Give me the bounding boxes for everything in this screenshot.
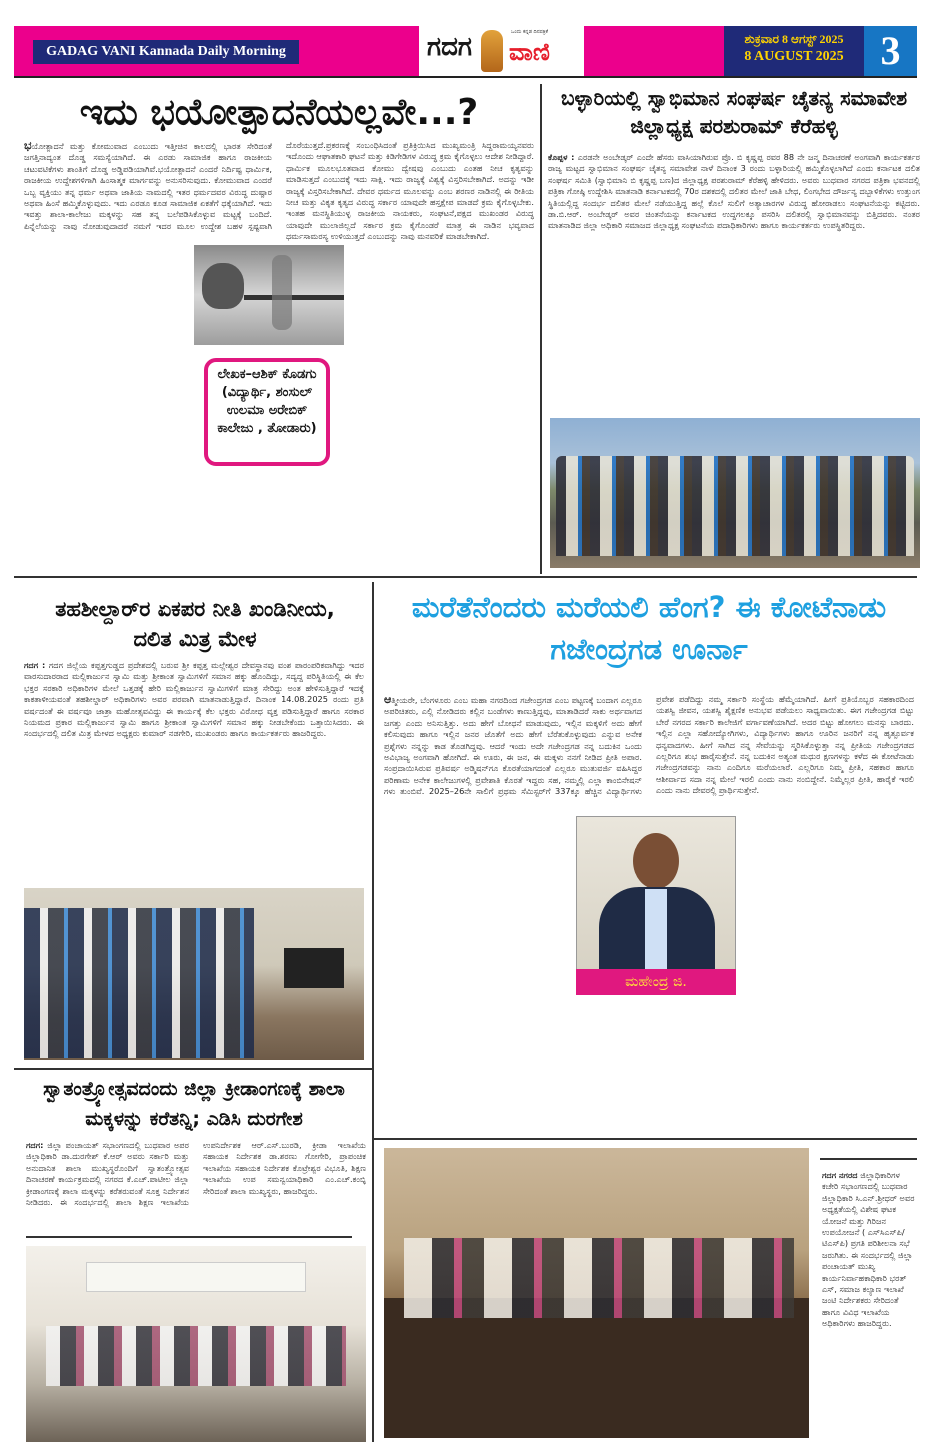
headline-ballari: ಬಳ್ಳಾರಿಯಲ್ಲಿ ಸ್ವಾಭಿಮಾನ ಸಂಘರ್ಷ ಚೈತನ್ಯ ಸಮಾವೇಶ ಜಿಲ್ಲಾಧ್ಯಕ್ಷ ಪರಶುರಾಮ್ ಕೆರೆಹಳ್ಳಿ: [560, 86, 908, 138]
logo-text-vani: ವಾಣಿ: [509, 38, 550, 66]
article-body-ballari: [548, 152, 920, 414]
photo-caption: ಮಹೇಂದ್ರ ಜಿ.: [576, 969, 736, 995]
section-divider: [14, 576, 917, 578]
dateline: ಗದಗ:: [26, 1140, 44, 1150]
masthead-band-right: [584, 26, 724, 76]
drop-letter: ಆ: [384, 694, 392, 706]
people-row: [24, 908, 254, 1058]
meeting-hall-photo: [26, 1246, 366, 1442]
author-box: ಲೇಖಕ–ಆಶಿಕ್ ಕೊಡಗು (ವಿದ್ಯಾರ್ಥಿ, ಶಂಸುಲ್ ಉಲಮಾ ಅರೇಬಿಕ್ ಕಾಲೇಜು , ತೋಡಾರು): [204, 358, 330, 466]
newspaper-logo: [419, 26, 584, 76]
girl-figure: [272, 255, 292, 330]
article-text: ಜಿಲ್ಲಾ ಪಂಚಾಯತ್ ಸಭಾಂಗಣದಲ್ಲಿ ಬುಧವಾರ ಅಪರ ಜಿಲ್ಲಾಧಿಕಾರಿ ಡಾ.ದುರಗೇಶ್ ಕೆ.ಆರ್ ಅವರು ಸರ್ಕಾರಿ ಮತ್ತು ಅನುದಾನಿತ ಶಾಲಾ ಮುಖ್ಯಸ್ಥರೊಂದಿಗೆ ಸ್ವಾತಂತ್ರ್ಯೋತ್ಸವ ದಿನಾಚರಣೆ ಕಾರ್ಯಕ್ರಮದಲ್ಲಿ ನಗರದ ಕೆ.ಎಚ್.ಪಾಟೀಲ ಜಿಲ್ಲಾ ಕ್ರೀಡಾಂಗಣಕ್ಕೆ ಶಾಲಾ ಮಕ್ಕಳನ್ನು ಕರೆತರುವಂತೆ ಸೂಕ್ತ ನಿರ್ದೇಶನ ನೀಡಿದರು. ಈ ಸಂದರ್ಭದಲ್ಲಿ ಶಾಲಾ ಶಿಕ್ಷಣ ಇಲಾಖೆಯ ಉಪನಿರ್ದೇಶಕ ಆರ್.ಎಸ್.ಬುರಡಿ, ಕ್ರೀಡಾ ಇಲಾಖೆಯ ಸಹಾಯಕ ನಿರ್ದೇಶಕ ಡಾ.ಶರಣು ಗೋಗೇರಿ, ಪ್ರಾಪಂಚಿಕ ಇಲಾಖೆಯ ಸಹಾಯಕ ನಿರ್ದೇಶಕ ಕೊಟ್ರೇಶ್ವರ ವಿಭೂತಿ, ಶಿಕ್ಷಣ ಇಲಾಖೆಯ ಉಪ ಸಮನ್ವಯಾಧಿಕಾರಿ ಎಂ.ಎಚ್.ಕಂಬ್ಳಿ ಸೇರಿದಂತೆ ಶಾಲಾ ಮುಖ್ಯಸ್ಥರು, ಹಾಜರಿದ್ದರು.: [26, 1140, 366, 1208]
article-text: ಎರಡನೇ ಅಂಬೇಡ್ಕರ್ ಎಂದೇ ಹೆಸರು ವಾಸಿಯಾಗಿರುವ ಪ್ರೊ. ಬಿ ಕೃಷ್ಣಪ್ಪ ರವರ 88 ನೇ ಜನ್ಮ ದಿನಾಚರಣೆ ಅಂಗವಾಗಿ ಕಾರ್ಯಕರ್ತರ ರಾಜ್ಯ ಮಟ್ಟದ ಸ್ವಾಭಿಮಾನ ಸಂಘರ್ಷ ಚೈತನ್ಯ ಸಮಾವೇಶ ನಾಳೆ ದಿನಾಂಕ 3 ರಂದು ಬಳ್ಳಾರಿಯಲ್ಲಿ ಹಮ್ಮಿಕೊಳ್ಳಲಾಗಿದೆ ಎಂದು ಕರ್ನಾಟಕ ದಲಿತ ಸಂಘರ್ಷ ಸಮಿತಿ (ಸ್ವಾಭಿಮಾನಿ ಬಿ ಕೃಷ್ಣಪ್ಪ ಬಣ)ದ ಜಿಲ್ಲಾಧ್ಯಕ್ಷ ಪರಶುರಾಮ್ ಕೆರೆಹಳ್ಳಿ ಹೇಳಿದರು. ಅವರು ಬುಧವಾರ ನಗರದ ಪತ್ರಿಕಾ ಭವನದಲ್ಲಿ ಪತ್ರಿಕಾ ಗೋಷ್ಠಿ ಉದ್ದೇಶಿಸಿ ಮಾತನಾಡಿ ಕರ್ನಾಟಕದಲ್ಲಿ 70ರ ದಶಕದಲ್ಲಿ ದಲಿತರ ಮೇಲೆ ಜಾತಿ ಬೇಧ, ಲಿಂಗಭೇದ ದೌರ್ಜನ್ಯ ದಬ್ಬಾಳಿಕೆಗಳು ಉತ್ತುಂಗ ಸ್ಥಿತಿಯಲ್ಲಿದ್ದ ಸಂದರ್ಭ ದಲಿತರ ಮೇಲೆ ನಡೆಯುತ್ತಿದ್ದ ಹಲ್ಲೆ ಕೊಲೆ ಸುಲಿಗೆ ಅತ್ಯಾಚಾರಗಳ ವಿರುದ್ಧ ಹೋರಾಡಲು ಸಂಘಟನೆಯನ್ನು ಕಟ್ಟಿದರು. ಡಾ.ಬಿ.ಆರ್. ಅಂಬೇಡ್ಕರ್ ಅವರ ಚಿಂತನೆಯನ್ನು ಕರ್ನಾಟಕದ ಉದ್ದಗಲಕ್ಕೂ ಪಸರಿಸಿ ದಲಿತರಲ್ಲಿ ಸ್ವಾಭಿಮಾನವನ್ನು ಬಿತ್ತಿದವರು. ನಂತರ ಮಾತನಾಡಿದ ಜಿಲ್ಲಾ ಅಧಿಕಾರಿ ಸಮಾಜದ ಜಿಲ್ಲಾಧ್ಯಕ್ಷ ಸಂಘಟನೆಯ ಪದಾಧಿಕಾರಿಗಳು ಹಾಗೂ ಕಾರ್ಯಕರ್ತರು ಉಪಸ್ಥಿತರಿದ್ದರು.: [548, 152, 920, 231]
section-divider: [26, 1236, 352, 1238]
masthead-rule: [14, 76, 917, 78]
headline-tahsildar: ತಹಶೀಲ್ದಾರ್‌ರ ಏಕಪರ ನೀತಿ ಖಂಡಿನೀಯ, ದಲಿತ ಮಿತ್ರ ಮೇಳ: [55, 597, 335, 651]
review-meeting-photo: [384, 1148, 809, 1438]
drop-letter: ಭ: [24, 140, 32, 152]
headline-gajendragad: ಮರೆತೆನೆಂದರು ಮರೆಯಲಿ ಹೆಂಗ? ಈ ಕೋಟೆನಾಡು ಗಜೇಂದ್ರಗಡ ಊರ್ನಾ: [411, 590, 887, 666]
people-row: [556, 456, 914, 556]
section-divider: [820, 1158, 917, 1160]
shirt-shape: [645, 889, 667, 969]
article-body-tahsildar: [24, 660, 364, 882]
column-divider: [540, 84, 542, 574]
logo-text-gadag: ಗದಗ: [427, 32, 472, 62]
memorandum-photo: [24, 888, 364, 1060]
article-text: ಗದಗ ಜಿಲ್ಲೆಯ ಕಪ್ಪತ್ತಗುಡ್ಡದ ಪ್ರದೇಶದಲ್ಲಿ ಬರುವ ಶ್ರೀ ಕಪ್ಪತ್ತ ಮಲ್ಲೇಶ್ವರ ದೇವಸ್ಥಾನವು ವಂಶ ಪಾರಂಪರಿಕವಾಗಿದ್ದು ಇದರ ವಾರಸುದಾರರಾದ ಮಲ್ಲಿಕಾರ್ಜುನ ಸ್ವಾಮಿ ಮತ್ತು ಶ್ರೀಕಾಂತ ಸ್ವಾಮಿಗಳಿಗೆ ಸಮಾನ ಹಕ್ಕು ಹೊಂದಿದ್ದು, ಸದ್ಯದ್ದ ಪರಿಸ್ಥಿತಿಯಲ್ಲಿ ಈ ಕೆಲ ಭಕ್ತರ ಸರಕಾರಿ ಅಧಿಕಾರಿಗಳ ಮೇಲೆ ಒತ್ತಡಕ್ಕೆ ಹೇರಿ ಮಲ್ಲಿಕಾರ್ಜುನ ಸ್ವಾಮಿಗಳಿಗೆ ಮಾತ್ರ ಸೇರಿದ್ದು ಅಂತ ಹೇಳಿಸುತ್ತಿದ್ದಾರೆ ಇದಕ್ಕೆ ಕಾಕತಾಳೀಯವಂತೆ ತಹಶೀಲ್ದಾರ್ ಅಧಿಕಾರಿಗಳು ಅವರ ಪರವಾಗಿ ಮಾತನಾಡುತ್ತಿದ್ದಾರೆ. ದಿನಾಂಕ 14.08.2025 ರಂದು ಪ್ರತಿ ವರ್ಷದಂತೆ ಈ ವರ್ಷವೂ ಜಾತ್ರಾ ಮಹೋತ್ಸವವಿದ್ದು ಈ ಕಾರ್ಯಕ್ಕೆ ಕೆಲ ಭಕ್ತರು ವಿರೋಧ ವ್ಯಕ್ತ ಪಡಿಸುತ್ತಿದ್ದಾರೆ ಹಾಗೂ ಸರಕಾರ ನಿಯಮದ ಪ್ರಕಾರ ಮಲ್ಲಿಕಾರ್ಜುನ ಸ್ವಾಮಿ ಹಾಗೂ ಶ್ರೀಕಾಂತ ಸ್ವಾಮಿಗಳಿಗೆ ಸಮಾನ ಹಕ್ಕು ನೀಡಬೇಕೆಂದು ಒತ್ತಾಯಿಸಿದರು. ಈ ಸಂದರ್ಭದಲ್ಲಿ ದಲಿತ ಮಿತ್ರ ಮೇಳದ ಅಧ್ಯಕ್ಷರು ಕುಮಾರ್ ನಡಗೇರಿ, ಮುಖಂಡರು ಹಾಗೂ ಕಾರ್ಯಕರ್ತರು ಹಾಜರಿದ್ದರು.: [24, 660, 364, 739]
headline-independence: ಸ್ವಾತಂತ್ರ್ಯೋತ್ಸವದಂದು ಜಿಲ್ಲಾ ಕ್ರೀಡಾಂಗಣಕ್ಕೆ ಶಾಲಾ ಮಕ್ಕಳನ್ನು ಕರೆತನ್ನಿ; ಎಡಿಸಿ ದುರಗೇಶ: [43, 1078, 345, 1130]
banner-shape: [86, 1262, 306, 1292]
issue-date: [724, 26, 864, 76]
section-divider: [374, 1138, 917, 1140]
dais-people: [46, 1326, 346, 1386]
fist-girl-photo: [194, 245, 344, 345]
group-photo-ballari: [550, 418, 920, 568]
head-shape: [633, 833, 679, 889]
fist-shape: [202, 263, 244, 309]
statue-figure-icon: [481, 30, 503, 72]
dateline: ಗದಗ ನಗರದ: [822, 1170, 858, 1180]
section-divider: [14, 1068, 374, 1070]
bench-shape: [244, 295, 344, 300]
dateline: ಗದಗ :: [24, 660, 46, 670]
article-body-sidebar: [822, 1170, 916, 1440]
edition-label: GADAG VANI Kannada Daily Morning: [33, 40, 299, 64]
issue-date-kannada: ಶುಕ್ರವಾರ 8 ಆಗಸ್ಟ್ 2025: [744, 32, 844, 46]
portrait-photo: [576, 816, 736, 971]
masthead: [14, 26, 917, 78]
article-body-independence: [26, 1140, 366, 1222]
officials-row: [404, 1238, 794, 1318]
dateline: ಕೊಪ್ಪಳ :: [548, 152, 575, 162]
logo-tagline: ಒಂದು ಕನ್ನಡ ದಿನಪತ್ರಿಕೆ: [511, 29, 548, 35]
article-text: ಯೋತ್ಪಾದನೆ ಮತ್ತು ಕೋಮುವಾದ ಎಂಬುದು ಇತ್ತೀಚಿನ ಕಾಲದಲ್ಲಿ ಭಾರತ ಸೇರಿದಂತೆ ಜಗತ್ತಿನಾದ್ಯಂತ ದೊಡ್ಡ ಸಮಸ್ಯೆಯಾಗಿದೆ. ಈ ಎರಡು ಸಾಮಾಜಿಕ ಹಾಗೂ ರಾಜಕೀಯ ಚಟುವಟಿಕೆಗಳು ಶಾಂತಿಗೆ ದೊಡ್ಡ ಅಡ್ಡಿಪಡಿಯಾಗಿವೆ.ಭಯೋತ್ಪಾದನೆ ಎಂದರೆ ನಿರ್ದಿಷ್ಟ ಧಾರ್ಮಿಕ, ರಾಜಕೀಯ ಉದ್ದೇಶಗಳಿಗಾಗಿ ಹಿಂಸಾತ್ಮಕ ಮಾರ್ಗವನ್ನು ಅನುಸರಿಸುವುದು. ಕೋಮುವಾದ ಎಂದರೆ ಒಬ್ಬ ವ್ಯಕ್ತಿಯು ತನ್ನ ಧರ್ಮ ಅಥವಾ ಜಾತಿಯ ನಾಮದಲ್ಲಿ ಇತರ ಧರ್ಮದವರ ವಿರುದ್ಧ ದುಷ್ಪಾರ ಅಥವಾ ಹಿಂಸೆ ಹಮ್ಮಿಕೊಳ್ಳುವುದು. ಇದು ಎರಡೂ ಕೂಡ ಸಾಮಾಜಿಕ ಏಕತೆಗೆ ಧಕ್ಕೆಯಾಗಿದೆ. ಇದು ಇವತ್ತು ಶಾಲಾ-ಕಾಲೇಜು ಮಕ್ಕಳನ್ನು ಸಹ ತನ್ನ ಬಲೆಪಡಿಸಿಕೊಳ್ಳುವ ಮಟ್ಟಕ್ಕೆ ಬಂದಿದೆ. ಪಿನ್ನೆಲೆಯನ್ನು ನಾವು ನೋಡುವುದಾದರೆ ನಮಗೆ ಇದರ ಮೂಲ ಉದ್ದೇಶ ಬಹಳ ಸ್ಪಷ್ಟವಾಗಿ ದೊರೆಯುತ್ತದೆ.ಪ್ರಕರಣಕ್ಕೆ ಸಂಬಂಧಿಸಿದಂತೆ ಪ್ರತಿಕ್ರಿಯಿಸಿದ ಮುಖ್ಯಮಂತ್ರಿ ಸಿದ್ದರಾಮಯ್ಯನವರು ಇದೊಂದು ಆಘಾತಕಾರಿ ಘಟನೆ ಮತ್ತು ಕಿಡಿಗೇಡಿಗಳ ವಿರುದ್ಧ ಕ್ರಮ ಕೈಗೊಳ್ಳಲು ಆದೇಶ ನೀಡಿದ್ದಾರೆ. ಧಾರ್ಮಿಕ ಮೂಲಭೂತವಾದ ಕೋಮು ದ್ವೇಷವು ಎಂಬುದು ಎಂತಹ ನೀಚ ಕೃತ್ಯವನ್ನು ಮಾಡಿಸುತ್ತದೆ ಎಂಬುದಕ್ಕೆ ಇದು ಸಾಕ್ಷಿ. ಇದು ರಾಜ್ಯಕ್ಕೆ ವಿಶ್ವಕ್ಕೆ ವಿಸ್ತರಿಸಬೇಕಾಗಿದೆ. ಅದನ್ನು ಇಡೀ ರಾಜ್ಯಕ್ಕೆ ವಿಸ್ತರಿಸಬೇಕಾಗಿದೆ. ದೇವರ ಧರ್ಮದ ಮೂಲವನ್ನು ಎಂಬ ಶರಣರ ನಾಡಿನಲ್ಲಿ ಈ ರೀತಿಯ ನೀಚ ಮತ್ತು ವಿಕೃತ ಕೃತ್ಯದ ವಿರುದ್ಧ ಸರ್ಕಾರ ಯಾವುದೇ ಹಸ್ತಕ್ಷೇಪ ಮಾಡದೆ ಕ್ರಮ ಕೈಗೊಳ್ಳಬೇಕು. ಇಂತಹ ಮನಸ್ಥಿತಿಯುಳ್ಳ ರಾಜಕೀಯ ನಾಯಕರು, ಸಂಘಟನೆ,ಪಕ್ಷದ ಮುಖಂಡರ ವಿರುದ್ಧ ಯಾವುದೇ ಮುಲಾಜಿಲ್ಲದೆ ಸರ್ಕಾರ ಕ್ರಮ ಕೈಗೊಂಡರೆ ಮಾತ್ರ ಈ ನಾಡಿನ ಭವ್ಯವಾದ ಧರ್ಮಸಾಮರಸ್ಯ ಉಳಿಯುತ್ತದೆ ಎಂಬುದನ್ನು ನಾವು ಮನವರಿಕೆ ಮಾಡಬೇಕಾಗಿದೆ.: [24, 140, 534, 242]
table-shape: [384, 1298, 809, 1438]
page-number: 3: [864, 26, 917, 76]
article-body-fear: [24, 140, 534, 572]
monitor-shape: [284, 948, 344, 988]
issue-date-english: 8 AUGUST 2025: [744, 49, 844, 64]
column-divider: [372, 582, 374, 1442]
article-text: ತ್ಮೀಯರೇ, ಬೆಂಗಳೂರು ಎಂಬ ಮಹಾ ನಗರದಿಂದ ಗಜೇಂದ್ರಗಡ ಎಂಬ ಪಟ್ಟಣಕ್ಕೆ ಬಂದಾಗ ಎಲ್ಲರೂ ಅಪರಿಚಿತರು, ಎಲ್ಲಿ ನೋಡಿದರು ಕಲ್ಲಿನ ಬಂಡೆಗಳು ಕಾಣುತ್ತಿದ್ದವು, ಮಾತಾಡಿದರೆ ಸಾಕು ಅರ್ಥವಾಗದ ಜಗತ್ತು ಎಂದು ಅನಿಸುತ್ತಿತ್ತು. ಅದು ಹೇಗೆ ಬೋಧನೆ ಮಾಡುವುದು, ಇಲ್ಲಿನ ಮಕ್ಕಳಿಗೆ ಅದು ಹೇಗೆ ಕಲಿಸುವುದು ಹಾಗೂ ಇಲ್ಲಿನ ಜನರ ಜೊತೆಗೆ ಅದು ಹೇಗೆ ಬೆರೆತುಕೊಳ್ಳುವುದು ಎನ್ನುವ ಅನೇಕ ಪ್ರಶ್ನೆಗಳು ನನ್ನನ್ನು ಕಾಡ ತೊಡಗಿದ್ದವು. ಆದರೆ ಇಂದು ಅದೇ ಗಜೇಂದ್ರಗಡ ನನ್ನ ಬದುಕಿನ ಒಂದು ಅವಿಭಾಜ್ಯ ಅಂಗವಾಗಿ ಹೋಗಿದೆ. ಈ ಊರು, ಈ ಜನ, ಈ ಮಕ್ಕಳು ನನಗೆ ನೀಡಿದ ಪ್ರೀತಿ ಅಪಾರ. ಸಂಪ್ರದಾಯಿಸಿರುವ ಪ್ರತಿವರ್ಷ ಅಡ್ಮಿಷನ್‌ಗೂ ಕೊರತೆಯಾಗದಂತೆ ಎಲ್ಲರೂ ಮುತುವರ್ಜಿ ವಹಿಸಿದ್ದರ ಪರಿಣಾಮ ಅನೇಕ ಕಾಲೇಜುಗಳಲ್ಲಿ ಪ್ರವೇಶಾತಿ ಕೊರತೆ ಇದ್ದರು ಸಹ, ನಮ್ಮಲ್ಲಿ ಎಲ್ಲಾ ಕಾಂಬಿನೇಷನ್ ಗಳು ತುಂಬಿವೆ. 2025–26ನೇ ಸಾಲಿಗೆ ಪ್ರಥಮ ಸೆಮಿಸ್ಟರ್‌ಗೆ 337ಕ್ಕೂ ಹೆಚ್ಚಿನ ವಿದ್ಯಾರ್ಥಿಗಳು ಪ್ರವೇಶ ಪಡೆದಿದ್ದು ನಮ್ಮ ಸರ್ಕಾರಿ ಸಂಸ್ಥೆಯ ಹೆಮ್ಮೆಯಾಗಿದೆ. ಹೀಗೆ ಪ್ರತಿಯೊಬ್ಬರ ಸಹಕಾರದಿಂದ ಯಶಸ್ವಿ ಜೀವನ, ಯಶಸ್ವಿ ಶೈಕ್ಷಣಿಕ ಅನುಭವ ಪಡೆಯಲು ಸಾಧ್ಯವಾಯಿತು. ಈಗ ಗಜೇಂದ್ರಗಡ ಬಿಟ್ಟು ಬೇರೆ ನಗರದ ಸರ್ಕಾರಿ ಕಾಲೇಜಿಗೆ ವರ್ಗಾವಣೆಯಾಗಿದೆ. ಅದರ ಬಿಟ್ಟು ಹೋಗಲು ಮನಸ್ಸು ಬಾರದು. ಇಲ್ಲಿನ ಎಲ್ಲಾ ಸಹೋದ್ಯೋಗಿಗಳು, ವಿದ್ಯಾರ್ಥಿಗಳು ಹಾಗೂ ಊರಿನ ಜನರಿಗೆ ನನ್ನ ಹೃತ್ಪೂರ್ವಕ ಧನ್ಯವಾದಗಳು. ಹೀಗೆ ಸಾಗಿದ ನನ್ನ ಸೇವೆಯನ್ನು ಸ್ಮರಿಸಿಕೊಳ್ಳುತ್ತಾ ನನ್ನ ಪ್ರೀತಿಯ ಗಜೇಂದ್ರಗಡದ ಎಲ್ಲರಿಗೂ ಶುಭ ಹಾರೈಸುತ್ತೇನೆ. ನನ್ನ ಬದುಕಿನ ಅತ್ಯಂತ ಮಧುರ ಕ್ಷಣಗಳನ್ನು ಕಳೆದ ಈ ಕೋಟೆನಾಡು ಗಜೇಂದ್ರಗಡವನ್ನು ನಾನು ಎಂದಿಗೂ ಮರೆಯಲಾರೆ. ಎಲ್ಲರಿಗೂ ನಿಮ್ಮ ಪ್ರೀತಿ, ಸಹಕಾರ ಹಾಗೂ ಆಶೀರ್ವಾದ ಸದಾ ನನ್ನ ಮೇಲೆ ಇರಲಿ ಎಂದು ನಾನು ನಂಬಿದ್ದೇನೆ. ನಿಮ್ಮೆಲ್ಲರ ಪ್ರೀತಿ, ಹಾರೈಕೆ ಇರಲಿ ಎಂದು ನಾನು ದೇವರಲ್ಲಿ ಪ್ರಾರ್ಥಿಸುತ್ತೇನೆ.: [384, 694, 914, 797]
headline-fear: ಇದು ಭಯೋತ್ಪಾದನೆಯಲ್ಲವೇ...?: [79, 92, 479, 133]
article-text: ಜಿಲ್ಲಾಧಿಕಾರಿಗಳ ಕಚೇರಿ ಸಭಾಂಗಣದಲ್ಲಿ ಬುಧವಾರ ಜಿಲ್ಲಾಧಿಕಾರಿ ಸಿ.ಎನ್.ಶ್ರೀಧರ್ ಅವರ ಅಧ್ಯಕ್ಷತೆಯಲ್ಲಿ ವಿಶೇಷ ಘಟಕ ಯೋಜನೆ ಮತ್ತು ಗಿರಿಜನ ಉಪಯೋಜನೆ ( ಎಸ್‌ಸಿಎಸ್‌ಪಿ/ಟಿಎಸ್‌ಪಿ) ಪ್ರಗತಿ ಪರಿಶೀಲನಾ ಸಭೆ ಜರುಗಿತು. ಈ ಸಂದರ್ಭದಲ್ಲಿ ಜಿಲ್ಲಾ ಪಂಚಾಯತ್ ಮುಖ್ಯ ಕಾರ್ಯನಿರ್ವಾಹಕಾಧಿಕಾರಿ ಭರತ್ ಎಸ್, ಸಮಾಜ ಕಲ್ಯಾಣ ಇಲಾಖೆ ಜಂಟಿ ನಿರ್ದೇಶಕರು ಸೇರಿದಂತೆ ಹಾಗೂ ವಿವಿಧ ಇಲಾಖೆಯ ಅಧಿಕಾರಿಗಳು ಹಾಜರಿದ್ದರು.: [822, 1170, 915, 1329]
masthead-band-left: [14, 26, 419, 76]
